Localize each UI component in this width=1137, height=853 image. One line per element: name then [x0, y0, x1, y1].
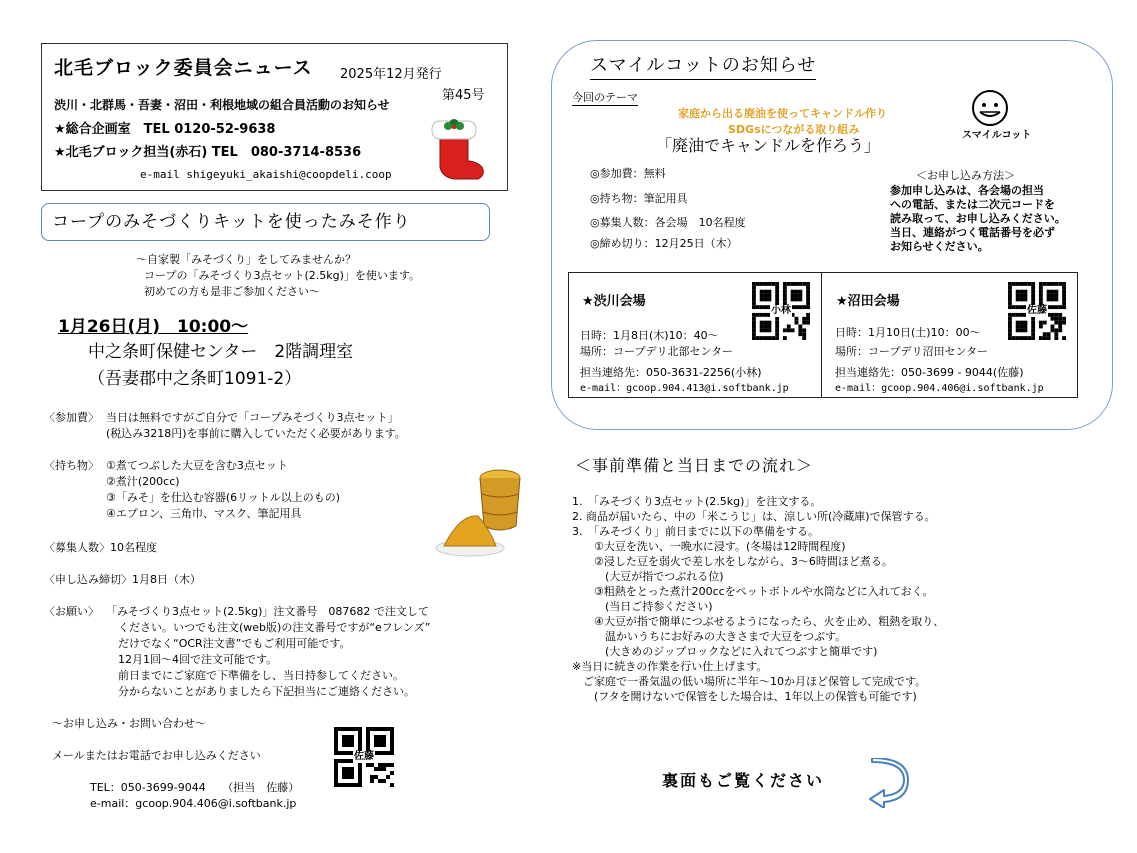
items-label: 〈持ち物〉 — [44, 459, 99, 472]
inquiry-email: e-mail：gcoop.904.406@i.softbank.jp — [90, 797, 297, 810]
header-email: e-mail shigeyuki_akaishi@coopdeli.coop — [140, 168, 392, 181]
flow-step: ※当日に続きの作業を行い仕上げます。 — [572, 660, 768, 673]
issue-date: 2025年12月発行 — [340, 67, 442, 82]
items-line-3: ③「みそ」を仕込む容器(6リットル以上のもの) — [106, 491, 341, 504]
items-line-4: ④エプロン、三角巾、マスク、筆記用具 — [106, 507, 302, 520]
issue-number: 第45号 — [442, 88, 485, 103]
smilecot-capacity: ◎募集人数：各会場 10名程度 — [590, 216, 746, 229]
miso-datetime: 1月26日(月) 10:00～ — [58, 317, 249, 337]
flow-steps — [572, 494, 944, 704]
smilecot-title: スマイルコットのお知らせ — [590, 54, 816, 80]
inquiry-title: ～お申し込み・お問い合わせ～ — [52, 717, 206, 730]
apply-line-1: 参加申し込みは、各会場の担当 — [890, 184, 1044, 197]
request-line-6: 分からないことがありましたら下記担当にご連絡ください。 — [118, 685, 415, 698]
inquiry-text: メールまたはお電話でお申し込みください — [52, 749, 261, 762]
venue-qr-numata[interactable] — [1008, 282, 1066, 340]
flow-step: 3. 「みそづくり」前日までに以下の準備をする。 — [572, 525, 819, 538]
flow-step: (当日ご持参ください) — [572, 600, 713, 613]
miso-intro-line-1: ～自家製「みそづくり」をしてみませんか？ — [136, 253, 356, 266]
fee-line-1: 当日は無料ですがご自分で「コープみそづくり3点セット」 — [106, 411, 399, 424]
miso-section-title: コープのみそづくりキットを使ったみそ作り — [52, 212, 411, 232]
qr-code-label: 佐藤 — [1027, 305, 1047, 316]
flow-step: ①大豆を洗い、一晩水に浸す。(冬場は12時間程度) — [572, 540, 846, 553]
venue-qr-shibukawa[interactable] — [752, 282, 810, 340]
flow-step: (フタを開けないで保管をした場合は、1年以上の保管も可能です) — [572, 690, 917, 703]
miso-place: 中之条町保健センター 2階調理室 — [88, 342, 354, 362]
qr-code-label: 小林 — [771, 305, 791, 316]
turn-page-arrow-icon — [866, 758, 910, 808]
miso-address: （吾妻郡中之条町1091-2） — [88, 369, 302, 389]
inquiry-tel: TEL：050-3699-9044 （担当 佐藤） — [90, 781, 300, 794]
items-line-2: ②煮汁(200cc) — [106, 475, 180, 488]
venue-place-shibukawa: 場所：コープデリ北部センター — [580, 345, 734, 358]
request-line-5: 前日までにご家庭で下準備をし、当日持参してください。 — [118, 669, 404, 682]
flow-step: ご家庭で一番気温の低い場所に半年～10か月ほど保管して完成です。 — [572, 675, 927, 688]
venue-place-numata: 場所：コープデリ沼田センター — [835, 345, 989, 358]
flow-step: ④大豆が指で簡単につぶせるようになったら、火を止め、粗熱を取り、 — [572, 615, 945, 628]
smilecot-items: ◎持ち物：筆記用具 — [590, 192, 688, 205]
smilecot-fee: ◎参加費：無料 — [590, 167, 666, 180]
apply-title: ＜お申し込み方法＞ — [916, 169, 1015, 182]
apply-line-2: への電話、または二次元コードを — [890, 198, 1055, 211]
request-line-3: だけでなく“OCR注文書”でもご利用可能です。 — [118, 637, 351, 650]
flow-step: (大きめのジップロックなどに入れてつぶすと簡単です) — [572, 645, 878, 658]
miso-intro-line-2: コープの「みそづくり3点セット(2.5kg)」を使います。 — [144, 269, 420, 282]
request-line-4: 12月1回～4回で注文可能です。 — [118, 653, 278, 666]
apply-line-5: お知らせください。 — [890, 240, 989, 253]
flow-step: (大豆が指でつぶれる位) — [572, 570, 724, 583]
smilecot-logo-icon — [970, 88, 1010, 128]
header-contact-planning: ★総合企画室 TEL 0120-52-9638 — [54, 122, 276, 137]
smilecot-main-title: 「廃油でキャンドルを作ろう」 — [656, 136, 881, 155]
flow-title: ＜事前準備と当日までの流れ＞ — [575, 456, 814, 475]
venue-date-shibukawa: 日時：1月8日(木)10：40～ — [580, 329, 719, 342]
flow-step: 2. 商品が届いたら、中の「米こうじ」は、涼しい所(冷蔵庫)で保管する。 — [572, 510, 936, 523]
theme-label: 今回のテーマ — [572, 91, 638, 104]
capacity: 〈募集人数〉10名程度 — [44, 541, 157, 554]
header-contact-block: ★北毛ブロック担当(赤石) TEL 080-3714-8536 — [54, 145, 362, 160]
smilecot-deadline: ◎締め切り：12月25日（木） — [590, 237, 738, 250]
request-line-2: ください。いつでも注文(web版)の注文番号ですが“eフレンズ” — [118, 621, 431, 634]
venue-contact-numata: 担当連絡先：050-3699 - 9044(佐藤) — [835, 366, 1024, 379]
request-label: 〈お願い〉 — [44, 605, 99, 618]
flow-step: ③粗熱をとった煮汁200ccをペットボトルや水筒などに入れておく。 — [572, 585, 934, 598]
fee-label: 〈参加費〉 — [44, 411, 99, 424]
newsletter-title: 北毛ブロック委員会ニュース — [54, 57, 313, 79]
flow-step: ②浸した豆を弱火で差し水をしながら、3～6時間ほど煮る。 — [572, 555, 893, 568]
apply-line-3: 読み取って、お申し込みください。 — [890, 212, 1066, 225]
header-subtitle: 渋川・北群馬・吾妻・沼田・利根地域の組合員活動のお知らせ — [54, 98, 390, 112]
venue-email-shibukawa: e-mail：gcoop.904.413@i.softbank.jp — [580, 383, 789, 394]
venue-name-numata: ★沼田会場 — [836, 294, 900, 309]
christmas-stocking-icon — [424, 113, 496, 185]
theme-line-2: SDGsにつながる取り組み — [728, 123, 860, 136]
back-page-note: 裏面もご覧ください — [662, 771, 825, 790]
miso-barrel-illustration — [430, 460, 525, 560]
venue-date-numata: 日時：1月10日(土)10：00～ — [835, 326, 981, 339]
fee-line-2: (税込み3218円)を事前に購入していただく必要があります。 — [106, 427, 406, 440]
venue-name-shibukawa: ★渋川会場 — [582, 294, 646, 309]
apply-line-4: 当日、連絡がつく電話番号を必ず — [890, 226, 1055, 239]
items-line-1: ①煮てつぶした大豆を含む3点セット — [106, 459, 288, 472]
miso-intro-line-3: 初めての方も是非ご参加ください～ — [144, 285, 320, 298]
request-line-1: 「みそづくり3点セット(2.5kg)」注文番号 087682 で注文して — [106, 605, 429, 618]
qr-code-label: 佐藤 — [354, 751, 374, 762]
flow-step: 1. 「みそづくり3点セット(2.5kg)」を注文する。 — [572, 495, 822, 508]
flow-step: 温かいうちにお好みの大きさまで大豆をつぶす。 — [572, 630, 847, 643]
venue-contact-shibukawa: 担当連絡先：050-3631-2256(小林) — [580, 366, 762, 379]
miso-qr-code[interactable] — [334, 727, 394, 787]
deadline: 〈申し込み締切〉1月8日（木） — [44, 573, 201, 586]
smilecot-logo-text: スマイルコット — [962, 130, 1032, 141]
theme-line-1: 家庭から出る廃油を使ってキャンドル作り — [678, 107, 887, 120]
venue-email-numata: e-mail：gcoop.904.406@i.softbank.jp — [835, 383, 1044, 394]
